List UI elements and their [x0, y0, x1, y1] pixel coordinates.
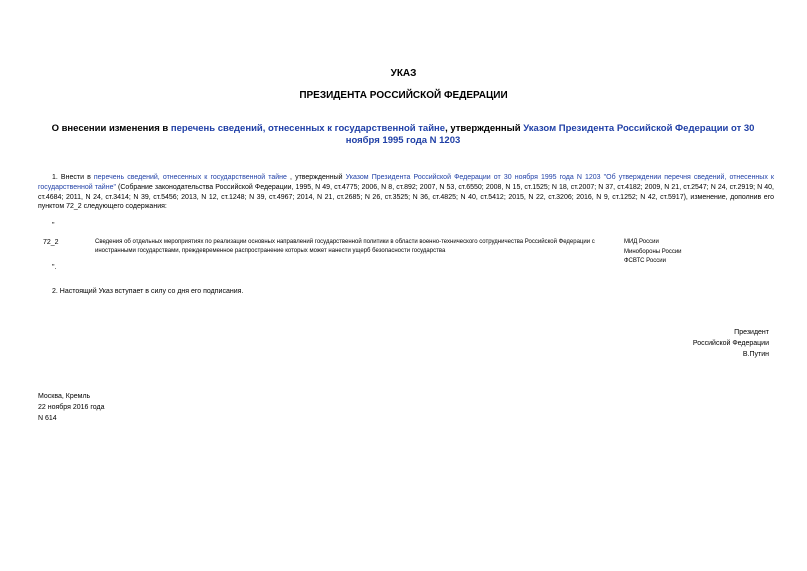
signature-block: [569, 327, 769, 360]
item-number: 72_2: [43, 239, 59, 246]
signature-title: Президент: [734, 329, 769, 336]
quote-close: ".: [52, 264, 57, 271]
paragraph1-prefix: 1. Внести в: [52, 174, 94, 181]
paragraph1-rest: (Собрание законодательства Российской Федерации, 1995, N 49, ст.4775; 2006, N 8, ст.892; 2007, N 53, ст.6550; 2008, N 15, ст.1525; N 18, ст.2007; N 37, ст.4182; 2009, N 21, ст.2547; N 24, ст.2919; N 40, ст.4684; 2011, N 24, ст.3414; N 39, ст.5456; 2013, N 12, ст.1248; N 39, ст.4967; 2014, N 21, ст.2685; N 26, ст.3525; N 36, ст.4825; N 40, ст.5412; 2015, N 22, ст.3206; 2016, N 9, ст.1252; N 42, ст.5917), изменение, дополнив его пунктом 72_2 следующего содержания:: [38, 183, 774, 211]
paragraph-1: [38, 173, 774, 212]
place: Москва, Кремль: [38, 393, 91, 400]
document-title: [38, 123, 768, 147]
agency-minoborony: Минобороны России: [624, 248, 682, 255]
item-description: Сведения об отдельных мероприятиях по реализации основных направлений государственной политики в области военно-технического сотрудничества Российской Федерации с иностранными государствами, преждевременное распространение которых может нанести ущерб безопасности государства: [95, 239, 595, 254]
issuer-heading: ПРЕЗИДЕНТА РОССИЙСКОЙ ФЕДЕРАЦИИ: [299, 90, 508, 101]
decree-number: N 614: [38, 415, 57, 422]
paragraph-2: 2. Настоящий Указ вступает в силу со дня его подписания.: [52, 288, 244, 295]
place-date-block: [38, 391, 104, 424]
agency-mid: МИД России: [624, 239, 659, 245]
title-link-decree-1203[interactable]: Указом Президента Российской Федерации от 30 ноября 1995 года N 1203: [345, 123, 755, 146]
paragraph1-link-secrets-list[interactable]: перечень сведений, отнесенных к государственной тайне: [93, 174, 287, 181]
agency-fsvts: ФСВТС России: [624, 258, 666, 264]
decree-heading: УКАЗ: [390, 68, 417, 79]
item-agencies: [624, 238, 682, 267]
paragraph1-middle: , утвержденный: [286, 174, 346, 181]
paragraph1-link-decree-1203[interactable]: Указом Президента Российской Федерации от 30 ноября 1995 года N 1203 "Об утверждении перечня сведений, отнесенных к государственной тайне": [38, 174, 774, 191]
title-part2: , утвержденный: [445, 123, 524, 134]
date: 22 ноября 2016 года: [38, 404, 105, 411]
signature-name: В.Путин: [742, 351, 769, 358]
signature-country: Российской Федерации: [692, 340, 769, 347]
quote-open: ": [52, 222, 55, 229]
title-link-secrets-list[interactable]: перечень сведений, отнесенных к государственной тайне: [170, 123, 446, 134]
title-part1: О внесении изменения в: [51, 123, 171, 134]
